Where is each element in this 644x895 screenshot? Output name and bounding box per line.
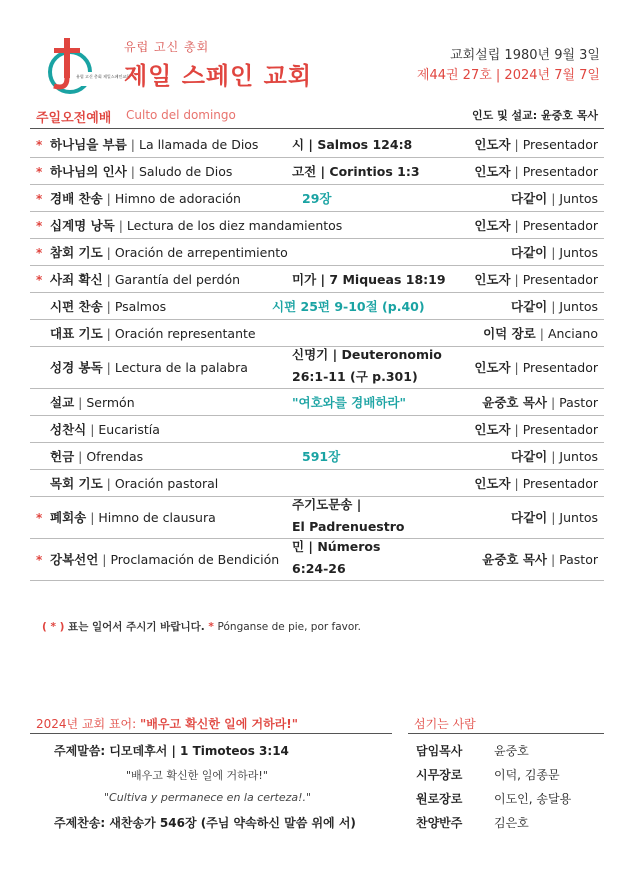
staff-names: 이덕, 김종문 bbox=[494, 768, 560, 782]
item-reference: 591장 bbox=[302, 448, 341, 464]
item-name-es: Sermón bbox=[86, 394, 135, 410]
item-role bbox=[474, 269, 598, 291]
item-role-es: Presentador bbox=[522, 475, 598, 491]
item-reference: "여호와를 경배하라" bbox=[292, 394, 406, 410]
staff-role: 담임목사 bbox=[416, 744, 463, 758]
standing-star: * bbox=[36, 191, 43, 206]
table-row bbox=[30, 293, 604, 320]
item-role-sep: | bbox=[510, 475, 523, 491]
item-sep: | bbox=[86, 510, 99, 525]
item-role-ko: 인도자 bbox=[474, 271, 511, 287]
staff-names: 김은호 bbox=[494, 816, 529, 830]
staff-role: 원로장로 bbox=[416, 792, 463, 806]
item-role-ko: 인도자 bbox=[474, 163, 511, 179]
item-role-es: Pastor bbox=[559, 394, 598, 410]
item-sep: | bbox=[86, 421, 99, 437]
item-reference: 시편 25편 9-10절 (p.40) bbox=[272, 298, 425, 314]
item-role-es: Anciano bbox=[547, 325, 598, 341]
item-name bbox=[50, 215, 342, 237]
item-name bbox=[50, 242, 288, 264]
item-name-es: Psalmos bbox=[114, 298, 167, 314]
item-role bbox=[474, 419, 598, 441]
church-name: 제일 스페인 교회 bbox=[124, 62, 312, 90]
item-reference: 29장 bbox=[302, 190, 332, 206]
item-name bbox=[50, 188, 241, 210]
item-role-ko: 다같이 bbox=[511, 510, 548, 525]
item-name bbox=[50, 296, 166, 318]
item-sep: | bbox=[126, 163, 139, 179]
item-role-ko: 인도자 bbox=[474, 421, 511, 437]
item-reference: 미가 | 7 Miqueas 18:19 bbox=[292, 271, 446, 287]
item-role-ko: 다같이 bbox=[511, 190, 548, 206]
theme-verse-ko: "배우고 확신한 일에 거하라!" bbox=[126, 769, 268, 782]
item-name bbox=[50, 161, 232, 183]
item-role-sep: | bbox=[546, 394, 560, 410]
item-role-es: Juntos bbox=[559, 448, 598, 464]
item-role-sep: | bbox=[510, 163, 523, 179]
item-role-es: Presentador bbox=[522, 217, 598, 233]
issue-info: 제44권 27호 | 2024년 7월 7일 bbox=[416, 68, 600, 83]
item-reference: 민 | Números bbox=[292, 539, 381, 554]
item-reference-line2: 6:24-26 bbox=[292, 561, 346, 576]
item-role-es: Presentador bbox=[522, 136, 598, 152]
note-ko: 표는 일어서 주시기 바랍니다. bbox=[64, 621, 205, 633]
item-role-ko: 다같이 bbox=[511, 448, 548, 464]
item-name bbox=[50, 419, 160, 441]
item-name-es: La llamada de Dios bbox=[138, 136, 259, 152]
item-role-sep: | bbox=[547, 190, 560, 206]
standing-note bbox=[42, 619, 361, 634]
item-name-es: Oración pastoral bbox=[114, 475, 219, 491]
item-role-ko: 윤중호 목사 bbox=[482, 552, 547, 567]
item-role-ko: 인도자 bbox=[474, 217, 511, 233]
staff-names: 윤중호 bbox=[494, 744, 529, 758]
item-name-es: Proclamación de Bendición bbox=[110, 552, 280, 567]
table-row bbox=[30, 416, 604, 443]
item-role-sep: | bbox=[510, 271, 523, 287]
item-role-ko: 이덕 장로 bbox=[483, 325, 536, 341]
staff-names: 이도인, 송달용 bbox=[494, 792, 572, 806]
item-name bbox=[50, 507, 216, 529]
item-role-es: Presentador bbox=[522, 421, 598, 437]
item-name-es: Lectura de la palabra bbox=[114, 360, 248, 375]
item-name-ko: 설교 bbox=[50, 394, 75, 410]
item-reference-line2: El Padrenuestro bbox=[292, 519, 405, 534]
standing-star: * bbox=[36, 553, 43, 567]
item-role-es: Presentador bbox=[522, 163, 598, 179]
item-sep: | bbox=[102, 360, 115, 375]
table-row bbox=[30, 185, 604, 212]
item-name-ko: 십계명 낭독 bbox=[50, 217, 115, 233]
item-role bbox=[511, 242, 598, 264]
item-name-es: Himno de clausura bbox=[98, 510, 216, 525]
table-row bbox=[30, 158, 604, 185]
item-name-es: Lectura de los diez mandamientos bbox=[126, 217, 343, 233]
table-row bbox=[30, 347, 604, 389]
table-row bbox=[30, 443, 604, 470]
table-row bbox=[30, 212, 604, 239]
item-role bbox=[511, 446, 598, 468]
theme-verse-title: 주제말씀: 디모데후서 | 1 Timoteos 3:14 bbox=[54, 744, 289, 758]
staff-role: 시무장로 bbox=[416, 768, 463, 782]
item-name-ko: 목회 기도 bbox=[50, 475, 103, 491]
item-role bbox=[483, 323, 598, 345]
item-role-es: Juntos bbox=[559, 244, 598, 260]
item-sep: | bbox=[102, 244, 115, 260]
standing-star: * bbox=[36, 511, 43, 525]
standing-star: * bbox=[36, 245, 43, 260]
item-sep: | bbox=[126, 136, 139, 152]
bulletin-header bbox=[0, 0, 644, 100]
item-reference: 신명기 | Deuteronomio bbox=[292, 347, 442, 362]
item-role-sep: | bbox=[547, 244, 560, 260]
item-reference: 주기도문송 | bbox=[292, 497, 362, 512]
item-name-es: Saludo de Dios bbox=[138, 163, 233, 179]
item-role-es: Juntos bbox=[559, 298, 598, 314]
item-name-ko: 사죄 확신 bbox=[50, 271, 103, 287]
item-reference: 시 | Salmos 124:8 bbox=[292, 136, 413, 152]
item-sep: | bbox=[98, 552, 111, 567]
table-row bbox=[30, 239, 604, 266]
item-role-ko: 인도자 bbox=[474, 136, 511, 152]
item-role bbox=[474, 215, 598, 237]
item-name bbox=[50, 473, 218, 495]
item-name-es: Ofrendas bbox=[86, 448, 144, 464]
logo-sub-text: 유럽 고신 총회 제일스페인교회 bbox=[76, 74, 131, 79]
standing-star: * bbox=[36, 218, 43, 233]
staff-header: 섬기는 사람 bbox=[408, 712, 604, 734]
item-role-es: Pastor bbox=[559, 552, 598, 567]
item-role-sep: | bbox=[546, 552, 560, 567]
service-title-es: Culto del domingo bbox=[126, 108, 236, 122]
item-role-ko: 다같이 bbox=[511, 244, 548, 260]
item-sep: | bbox=[102, 271, 115, 287]
item-name bbox=[50, 357, 248, 379]
motto-label: 2024년 교회 표어: bbox=[36, 717, 140, 731]
motto-text: "배우고 확신한 일에 거하라!" bbox=[140, 717, 299, 731]
note-mark: ( * ) bbox=[42, 621, 65, 633]
service-header bbox=[30, 103, 604, 129]
item-sep: | bbox=[102, 475, 115, 491]
theme-hymn: 주제찬송: 새찬송가 546장 (주님 약속하신 말씀 위에 서) bbox=[54, 816, 356, 830]
item-reference-line2: 26:1-11 (구 p.301) bbox=[292, 369, 418, 384]
standing-star: * bbox=[36, 164, 43, 179]
table-row bbox=[30, 389, 604, 416]
table-row bbox=[30, 320, 604, 347]
theme-verse-es: "Cultiva y permanece en la certeza!." bbox=[104, 791, 312, 804]
item-role-es: Presentador bbox=[522, 271, 598, 287]
item-role-sep: | bbox=[510, 360, 523, 375]
item-sep: | bbox=[102, 325, 115, 341]
item-name bbox=[50, 269, 240, 291]
item-name-ko: 대표 기도 bbox=[50, 325, 103, 341]
standing-star: * bbox=[36, 137, 43, 152]
item-role-ko: 인도자 bbox=[474, 475, 511, 491]
item-role-sep: | bbox=[535, 325, 548, 341]
table-row bbox=[30, 470, 604, 497]
item-name bbox=[50, 392, 135, 414]
item-role bbox=[474, 134, 598, 156]
table-row bbox=[30, 539, 604, 581]
item-role-ko: 다같이 bbox=[511, 298, 548, 314]
item-role-ko: 윤중호 목사 bbox=[482, 394, 547, 410]
item-name bbox=[50, 446, 143, 468]
item-sep: | bbox=[74, 394, 87, 410]
item-name bbox=[50, 323, 256, 345]
item-sep: | bbox=[114, 217, 127, 233]
note-es: Pónganse de pie, por favor. bbox=[217, 621, 361, 633]
item-sep: | bbox=[102, 298, 115, 314]
item-name-ko: 시편 찬송 bbox=[50, 298, 103, 314]
order-of-service-table bbox=[30, 131, 604, 581]
motto-header bbox=[30, 712, 392, 734]
item-role bbox=[511, 296, 598, 318]
item-name-ko: 성찬식 bbox=[50, 421, 87, 437]
item-name-es: Garantía del perdón bbox=[114, 271, 241, 287]
table-row bbox=[30, 497, 604, 539]
standing-star: * bbox=[36, 272, 43, 287]
item-name-ko: 폐회송 bbox=[50, 510, 87, 525]
item-role-sep: | bbox=[510, 421, 523, 437]
item-name bbox=[50, 134, 258, 156]
item-role-es: Juntos bbox=[559, 510, 598, 525]
item-role-sep: | bbox=[547, 448, 560, 464]
founded-date: 교회설립 1980년 9월 3일 bbox=[450, 48, 600, 63]
item-role bbox=[511, 507, 598, 529]
item-role bbox=[474, 357, 598, 379]
item-role-sep: | bbox=[510, 136, 523, 152]
item-name-es: Himno de adoración bbox=[114, 190, 241, 206]
item-name bbox=[50, 549, 279, 571]
item-name-ko: 강복선언 bbox=[50, 552, 99, 567]
item-name-es: Oración de arrepentimiento bbox=[114, 244, 288, 260]
item-sep: | bbox=[74, 448, 87, 464]
item-name-ko: 헌금 bbox=[50, 448, 75, 464]
item-name-ko: 하나님을 부름 bbox=[50, 136, 127, 152]
table-row bbox=[30, 266, 604, 293]
item-name-es: Eucaristía bbox=[98, 421, 160, 437]
item-name-ko: 하나님의 인사 bbox=[50, 163, 127, 179]
item-role bbox=[482, 392, 598, 414]
service-leader: 인도 및 설교: 윤중호 목사 bbox=[472, 109, 598, 122]
item-role-sep: | bbox=[547, 510, 560, 525]
item-role-sep: | bbox=[547, 298, 560, 314]
item-role-sep: | bbox=[510, 217, 523, 233]
service-title-ko: 주일오전예배 bbox=[36, 111, 112, 126]
item-role bbox=[474, 161, 598, 183]
item-role-es: Presentador bbox=[522, 360, 598, 375]
item-reference: 고전 | Corintios 1:3 bbox=[292, 163, 420, 179]
item-name-ko: 성경 봉독 bbox=[50, 360, 103, 375]
item-sep: | bbox=[102, 190, 115, 206]
staff-role: 찬양반주 bbox=[416, 816, 463, 830]
item-name-ko: 참회 기도 bbox=[50, 244, 103, 260]
item-role bbox=[482, 549, 598, 571]
item-name-ko: 경배 찬송 bbox=[50, 190, 103, 206]
item-role bbox=[511, 188, 598, 210]
note-star: * bbox=[204, 621, 218, 633]
org-name: 유럽 고신 총회 bbox=[124, 40, 210, 54]
item-name-es: Oración representante bbox=[114, 325, 256, 341]
item-role bbox=[474, 473, 598, 495]
church-logo-icon bbox=[38, 36, 131, 94]
table-row bbox=[30, 131, 604, 158]
item-role-es: Juntos bbox=[559, 190, 598, 206]
item-role-ko: 인도자 bbox=[474, 360, 511, 375]
